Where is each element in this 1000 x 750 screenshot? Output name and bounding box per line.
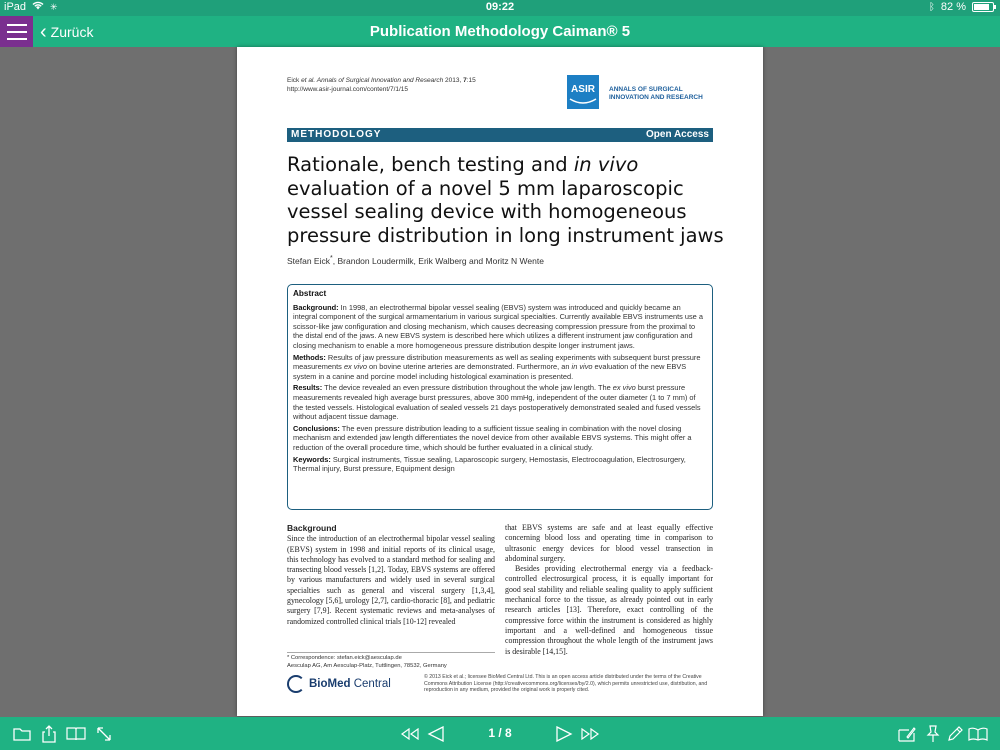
abstract-text: The device revealed an even pressure distribution throughout the whole jaw length. The bbox=[322, 383, 613, 393]
journal-name bbox=[609, 86, 703, 101]
citation-authors: Eick bbox=[287, 77, 302, 84]
abstract-text: In 1998, an electrothermal bipolar vessel sealing (EBVS) system was introduced and quickly became an integral component of the surgical armamentarium in various surgical specialties. Currently available EBVS instruments use a scissor-like jaw configuration and closing mechanism, which causes decreasing compression pressure from the proximal to the distal end of the jaws. A new EBVS system is described here which utilizes a different instrument jaw configuration and closing mechanism to enable a more homogeneous pressure distribution despite longer instrument jaws. bbox=[293, 302, 703, 350]
annotate-icon[interactable] bbox=[897, 724, 917, 744]
abstract-italic: ex vivo bbox=[343, 362, 367, 372]
abstract-text: Surgical instruments, Tissue sealing, Laparoscopic surgery, Hemostasis, Electrocoagulation, Electrosurgery, Thermal injury, Burst pressure, Equipment design bbox=[293, 454, 686, 474]
citation-url[interactable]: http://www.asir-journal.com/content/7/1/15 bbox=[287, 85, 409, 93]
next-page-icon[interactable] bbox=[554, 724, 574, 744]
section-label: METHODOLOGY bbox=[291, 129, 382, 140]
citation-year: 2013, bbox=[443, 77, 464, 84]
title-part: Rationale, bench testing and bbox=[287, 153, 574, 176]
navigation-bar bbox=[0, 16, 1000, 47]
pin-icon[interactable] bbox=[923, 724, 943, 744]
asir-logo-text: ASIR bbox=[571, 84, 595, 95]
citation-page: :15 bbox=[466, 77, 476, 84]
abstract-heading: Abstract bbox=[293, 289, 327, 298]
section-bar bbox=[287, 128, 713, 142]
publisher-rest: Central bbox=[350, 678, 391, 690]
hamburger-menu-icon[interactable] bbox=[0, 16, 33, 47]
body-column-left bbox=[287, 523, 495, 627]
title-italic: in vivo bbox=[573, 153, 639, 176]
battery-icon bbox=[972, 2, 994, 12]
back-label: Zurück bbox=[50, 23, 94, 40]
license-text: © 2013 Eick et al.; licensee BioMed Central Ltd. This is an open access article distributed under the terms of the Creative Commons Attribution License (http://creativecommons.org/licenses/by/2.0), which permits unrestricted use, distribution, and reproduction in any medium, provided the original work is properly cited. bbox=[424, 674, 708, 694]
body-paragraph: that EBVS systems are safe and at least equally effective concerning blood loss and operating time in comparison to ultrasonic energy devices for blood vessel transection in abdominal surgery. bbox=[505, 523, 713, 563]
previous-page-icon[interactable] bbox=[426, 724, 446, 744]
article-title bbox=[287, 153, 727, 247]
abstract-label: Conclusions: bbox=[293, 423, 340, 433]
expand-icon[interactable] bbox=[94, 724, 114, 744]
pen-icon[interactable] bbox=[945, 724, 965, 744]
journal-logo bbox=[567, 73, 717, 111]
open-access-label: Open Access bbox=[646, 129, 709, 140]
abstract-text: evaluation of the new EBVS system in a canine and porcine model including histological examination is presented. bbox=[293, 362, 687, 381]
loading-icon: ✳ bbox=[50, 1, 58, 12]
title-part: evaluation of a novel 5 mm laparoscopic vessel sealing device with homogeneous pressure distribution in long instrument jaws bbox=[287, 176, 724, 247]
first-page-icon[interactable] bbox=[400, 724, 420, 744]
status-right bbox=[929, 1, 994, 13]
body-paragraph: Since the introduction of an electrothermal bipolar vessel sealing (EBVS) system in 1998 and initial reports of its clinical usage, this technology has evolved to a standard method for sealing and transecting blood vessels [1,2]. Today, EBVS systems are offered by various manufacturers and widely used in several surgical specialties such as general and visceral surgery [1,3,4], gynecology [5,6], urology [2,7], cardio-thoracic [8], and pediatric surgery [7,9]. Recent systematic reviews and meta-analyses of randomized controlled clinical trials [10-12] revealed bbox=[287, 534, 495, 626]
journal-name-line1: ANNALS OF SURGICAL bbox=[609, 86, 683, 93]
biomed-logo-icon bbox=[287, 675, 305, 693]
author-first: Stefan Eick bbox=[287, 255, 330, 266]
abstract-text: on bovine uterine arteries are demonstrated. Furthermore, an bbox=[366, 362, 572, 372]
reader-icon[interactable] bbox=[968, 724, 988, 744]
body-paragraph: Besides providing electrothermal energy via a feedback-controlled electrosurgical process, it is equally important for good seal stability and reliable sealing quality to apply sufficient mechanical force to the tissue, as already pointed out in early research articles [13]. Therefore, exact controlling of the compressive force within the instrument is considered as highly important and a well-defined and homogeneous tissue compression throughout the whole length of the instrument jaws is desirable [14,15]. bbox=[505, 564, 713, 656]
author-marker: * bbox=[330, 254, 333, 262]
abstract-background bbox=[293, 303, 707, 351]
citation bbox=[287, 77, 476, 94]
chevron-left-icon: ‹ bbox=[40, 20, 47, 43]
status-bar bbox=[0, 0, 1000, 16]
abstract-text: Results of jaw pressure distribution measurements as well as sealing experiments with subsequent burst pressure measurements bbox=[293, 352, 701, 372]
abstract-results bbox=[293, 383, 707, 421]
back-button[interactable] bbox=[40, 16, 93, 47]
abstract-italic: ex vivo bbox=[612, 383, 636, 393]
authors-rest: , Brandon Loudermilk, Erik Walberg and Moritz N Wente bbox=[332, 255, 544, 266]
abstract-box bbox=[287, 284, 713, 510]
abstract-label: Background: bbox=[293, 302, 339, 312]
body-column-right bbox=[505, 523, 713, 657]
citation-journal: Annals of Surgical Innovation and Research bbox=[315, 77, 444, 84]
biomed-central-logo bbox=[287, 675, 391, 693]
battery-percent: 82 % bbox=[940, 1, 966, 13]
status-time: 09:22 bbox=[485, 1, 515, 13]
page-indicator: 1 / 8 bbox=[488, 726, 512, 740]
citation-etal: et al. bbox=[301, 77, 316, 84]
footnote-line: * Correspondence: stefan.eick@aesculap.de bbox=[287, 655, 402, 661]
device-label: iPad bbox=[4, 1, 27, 13]
abstract-label: Methods: bbox=[293, 352, 326, 362]
publisher-bold: BioMed bbox=[309, 678, 351, 690]
abstract-text: The even pressure distribution leading to a sufficient tissue sealing in combination with the novel closing mechanism and extended jaw length differentiates the novel device from other available EBVS systems. This might offer a reduction of the overall procedure time, which should be further evaluated in a clinical study. bbox=[293, 423, 692, 452]
body-heading: Background bbox=[287, 523, 337, 533]
share-icon[interactable] bbox=[39, 724, 59, 744]
authors bbox=[287, 254, 544, 266]
last-page-icon[interactable] bbox=[580, 724, 600, 744]
document-page[interactable] bbox=[237, 47, 763, 716]
book-view-icon[interactable] bbox=[66, 724, 86, 744]
folder-icon[interactable] bbox=[12, 724, 32, 744]
publisher-name bbox=[309, 678, 391, 690]
abstract-label: Keywords: bbox=[293, 454, 331, 464]
correspondence-footnote bbox=[287, 652, 495, 670]
citation-volume: 7 bbox=[463, 77, 467, 84]
bluetooth-icon: ᛒ bbox=[928, 1, 935, 13]
abstract-conclusions bbox=[293, 424, 707, 453]
abstract-text: burst pressure measurements revealed high average burst pressures, above 300 mmHg, independent of the outer diameter (1 to 7 mm) of the tested vessels. Histological evaluation of sealed vessels 21 days postoperatively demonstrated sealed and fused vessels without adjacent tissue damage. bbox=[293, 383, 701, 422]
journal-name-line2: INNOVATION AND RESEARCH bbox=[609, 93, 703, 101]
abstract-italic: in vivo bbox=[571, 362, 593, 372]
abstract-methods bbox=[293, 353, 707, 382]
nav-title: Publication Methodology Caiman® 5 bbox=[369, 23, 631, 40]
abstract-label: Results: bbox=[293, 383, 323, 393]
footnote-line: Aesculap AG, Am Aesculap-Platz, Tuttlingen, 78532, Germany bbox=[287, 662, 447, 669]
bottom-toolbar bbox=[0, 717, 1000, 750]
abstract-keywords bbox=[293, 455, 707, 474]
asir-logo-mark bbox=[567, 75, 599, 109]
